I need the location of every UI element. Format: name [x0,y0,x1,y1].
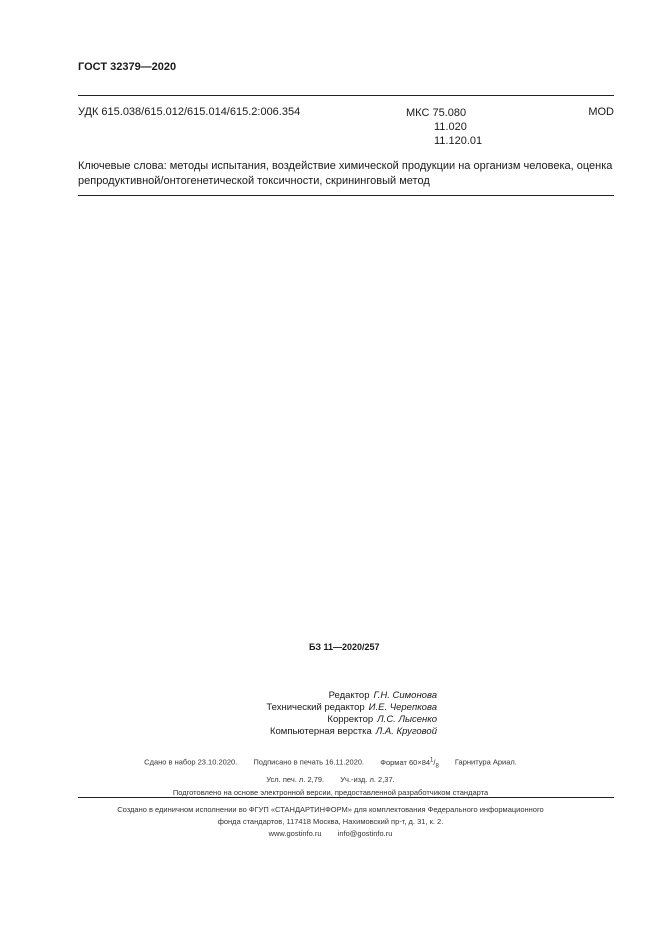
prepared-note: Подготовлено на основе электронной версии, предоставленной разработчиком стандарта [172,788,489,797]
udc-code: УДК 615.038/615.012/615.014/615.2:006.354 [78,106,301,118]
divider-keywords [78,195,614,196]
email-link[interactable]: info@gostinfo.ru [337,829,393,838]
submitted-date: Сдано в набор 23.10.2020. [144,757,238,767]
credit-role: Редактор [328,690,370,701]
signed-date: Подписано в печать 16.11.2020. [253,757,365,767]
footer-line-2: фонда стандартов, 117418 Москва, Нахимовский пр-т, д. 31, к. 2. [217,817,444,826]
credit-tech-editor [200,702,440,714]
footer-contacts [0,828,661,840]
standard-number: ГОСТ 32379—2020 [78,61,177,73]
publication-line-1 [0,754,661,773]
modification-label: MOD [588,106,614,118]
credit-layout [200,726,440,738]
website-link[interactable]: www.gostinfo.ru [268,829,322,838]
credit-name: Л.С. Лысенко [377,714,437,725]
divider-footer [78,797,614,798]
mks-code-1: МКС 75.080 [406,107,467,119]
credit-role: Технический редактор [266,702,365,713]
credit-corrector [200,714,440,726]
footer [0,804,661,840]
credit-editor [200,690,440,702]
print-sheets: Усл. печ. л. 2,79. [266,775,325,784]
publication-line-2 [0,773,661,786]
publication-info [0,754,661,799]
footer-line-1: Создано в единичном исполнении во ФГУП «СТАНДАРТИНФОРМ» для комплектования Федерального информационного [117,805,544,814]
mks-code-2: 11.020 [434,121,467,133]
keywords-paragraph: Ключевые слова: методы испытания, воздействие химической продукции на организм человека, оценка репродуктивной/онтогенетической токсичности, скрининговый метод [78,160,613,187]
credits-block [200,690,440,738]
format: Формат $60\times 84^1/_8$ [380,757,439,769]
credit-name: Л.А. Круговой [375,726,437,737]
bz-number: БЗ 11—2020/257 [309,642,380,652]
credit-name: Г.Н. Симонова [373,690,437,701]
credit-role: Компьютерная верстка [269,726,372,737]
edit-sheets: Уч.-изд. л. 2,37. [340,775,395,784]
mks-code-3: 11.120.01 [434,135,483,147]
credit-name: И.Е. Черепкова [368,702,437,713]
font-info: Гарнитура Ариал. [454,757,517,767]
divider-top [78,95,614,96]
credit-role: Корректор [327,714,374,725]
mks-codes [406,106,482,148]
